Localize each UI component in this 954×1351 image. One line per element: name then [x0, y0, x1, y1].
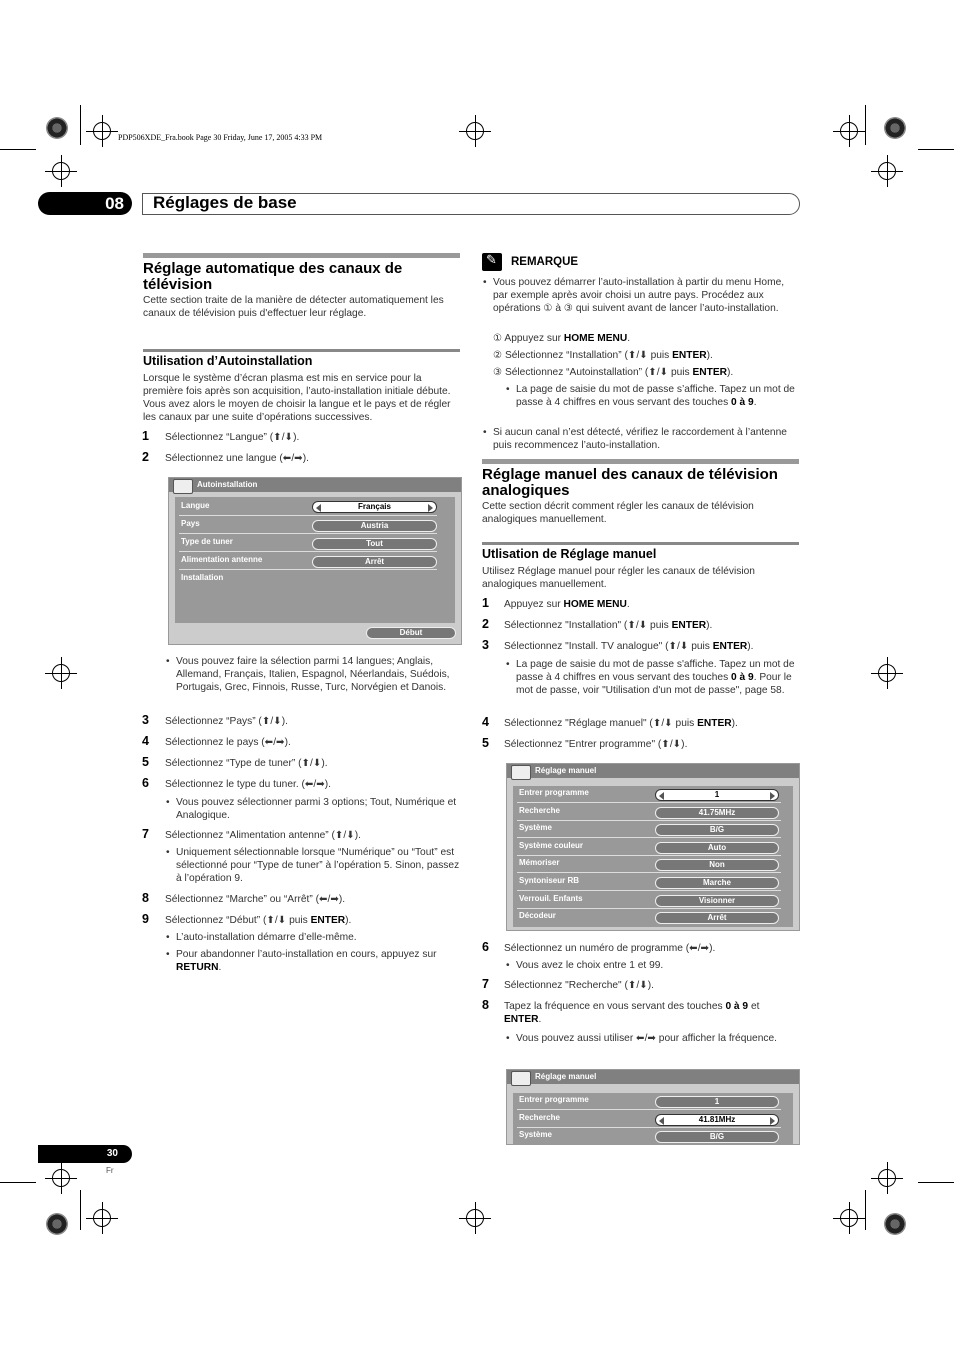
registration-target — [46, 117, 68, 139]
text-fragment: ② Sélectionnez “Installation” (⬆/⬇ puis — [493, 350, 673, 361]
registration-target — [884, 117, 906, 139]
text-fragment: Sélectionnez "Réglage manuel" (⬆/⬇ puis — [504, 718, 698, 729]
menu-row-label: Mémoriser — [519, 858, 560, 868]
crop-mark — [918, 149, 954, 150]
menu-panel — [175, 497, 455, 623]
registration-target — [884, 1213, 906, 1235]
menu-row-antenna[interactable] — [179, 553, 437, 570]
key-name: ENTER — [504, 1014, 539, 1025]
step-number: 8 — [142, 891, 149, 905]
manual-tuning-screen — [506, 763, 800, 931]
text-fragment: . — [538, 1014, 542, 1025]
section-title: Réglage automatique des canaux de télévision — [143, 260, 403, 293]
key-name: HOME MENU — [563, 599, 627, 610]
menu-row-color-system[interactable] — [517, 839, 781, 856]
step-number: 8 — [482, 998, 489, 1012]
section-rule — [143, 253, 460, 258]
step-number: 5 — [482, 736, 489, 750]
step-number: 6 — [482, 940, 489, 954]
menu-panel — [513, 786, 793, 927]
menu-row-label: Installation — [181, 573, 224, 582]
note-step — [493, 332, 630, 345]
text-fragment: Sélectionnez "Install. TV analogue" (⬆/⬇ puis — [504, 641, 713, 652]
crosshair-mark — [878, 162, 896, 180]
step-number: 2 — [142, 450, 149, 464]
bullet-range: • Vous avez le choix entre 1 et 99. — [516, 959, 798, 972]
arrow-left-icon — [316, 504, 321, 512]
key-name: ENTER — [672, 350, 707, 361]
step-text — [504, 640, 754, 653]
bullet-frequency: • Vous pouvez aussi utiliser ⬅/➡ pour afficher la fréquence. — [516, 1032, 798, 1045]
bullet-antenna: • Uniquement sélectionnable lorsque “Numérique” ou “Tout” est sélectionné pour “Type de tuner” à l’opération 5. Sinon, passez à l’opération 9. — [176, 846, 460, 885]
language-selector[interactable] — [312, 501, 437, 513]
menu-row-langue[interactable] — [179, 499, 437, 516]
menu-row-label: Décodeur — [519, 911, 556, 921]
note-bullet: • Vous pouvez démarrer l’auto-installation à partir du menu Home, par exemple après avoir choisi un autre pays. Procédez aux opérations ① à ③ qui suivent avant de lancer l’auto-installation. — [493, 276, 798, 315]
step-number: 4 — [142, 734, 149, 748]
key-name: HOME MENU — [563, 333, 628, 344]
text-fragment: . — [627, 333, 631, 344]
menu-row-value: 1 — [714, 790, 720, 799]
bullet-languages: • Vous pouvez faire la sélection parmi 14 langues; Anglais, Allemand, Français, Italien, Espagnol, Néerlandais, Suédois, Portugais, Grec, Finnois, Russe, Turc, Norvégien et Danois. — [176, 655, 460, 694]
key-name: 0 à 9 — [731, 397, 754, 408]
text-fragment: ). — [345, 915, 352, 926]
note-bullet: • Si aucun canal n’est détecté, vérifiez le raccordement à l’antenne puis recommencez l’auto-installation. — [493, 426, 798, 452]
step-number: 7 — [482, 977, 489, 991]
step-text — [504, 717, 738, 730]
note-step — [493, 366, 733, 379]
menu-row-label: Système — [519, 823, 552, 833]
step-text: Sélectionnez “Alimentation antenne” (⬆/⬇). — [165, 830, 362, 841]
menu-row-pays[interactable] — [179, 517, 437, 534]
menu-row-value: B/G — [655, 824, 779, 836]
step-number: 4 — [482, 715, 489, 729]
section-title: Réglage manuel des canaux de télévision analogiques — [482, 466, 778, 499]
key-name: ENTER — [712, 641, 748, 652]
menu-row-program[interactable] — [517, 786, 781, 803]
text-fragment: . — [218, 962, 222, 973]
chapter-number: 08 — [38, 192, 132, 215]
text-fragment: La page de saisie du mot de passe s'affiche. Tapez un mot de passe à 4 chiffres en vous servant des touches — [516, 659, 795, 683]
text-fragment: ). — [747, 641, 754, 652]
menu-row-system[interactable] — [517, 821, 781, 838]
screen-title: Réglage manuel — [535, 766, 597, 775]
menu-row-value: Tout — [312, 538, 437, 550]
menu-row-label: Langue — [181, 501, 210, 510]
menu-row-label: Pays — [181, 519, 200, 528]
text-fragment: Tapez la fréquence en vous servant des touches — [504, 1001, 726, 1012]
text-fragment: . — [753, 397, 757, 408]
arrow-left-icon — [659, 1117, 664, 1125]
text-fragment: Sélectionnez “Début” (⬆/⬇ puis — [165, 915, 311, 926]
step-number: 2 — [482, 617, 489, 631]
crosshair-mark — [52, 664, 70, 682]
crop-mark — [0, 1182, 36, 1183]
crop-mark — [80, 1190, 81, 1230]
step-text: Sélectionnez “Marche” ou “Arrêt” (⬅/➡). — [165, 894, 346, 905]
menu-row-installation[interactable] — [179, 571, 437, 588]
crosshair-mark — [93, 1209, 111, 1227]
key-name: ENTER — [310, 915, 346, 926]
text-fragment: Appuyez sur — [504, 599, 564, 610]
menu-row-program[interactable] — [517, 1093, 781, 1110]
note-icon — [482, 253, 502, 271]
screen-title: Autoinstallation — [197, 480, 258, 489]
menu-row-rb-tuner[interactable] — [517, 874, 781, 891]
menu-row-value: Arrêt — [655, 912, 779, 924]
section-intro: Cette section décrit comment régler les canaux de télévision analogiques manuellement. — [482, 501, 754, 525]
crosshair-mark — [466, 1209, 484, 1227]
section-rule — [482, 459, 799, 464]
subsection-rule — [482, 542, 799, 545]
print-slug: PDP506XDE_Fra.book Page 30 Friday, June 17, 2005 4:33 PM — [118, 133, 323, 142]
menu-row-value: Auto — [655, 842, 779, 854]
subsection-title: Utilisation d’Autoinstallation — [143, 354, 313, 368]
menu-row-value: 1 — [655, 1096, 779, 1108]
bullet-password — [516, 658, 798, 697]
key-name: 0 à 9 — [725, 1001, 749, 1012]
step-number: 7 — [142, 827, 149, 841]
menu-row-label: Système couleur — [519, 840, 584, 850]
subsection-title: Utlisation de Réglage manuel — [482, 547, 657, 561]
step-number: 6 — [142, 776, 149, 790]
crop-mark — [865, 105, 866, 145]
key-name: 0 à 9 — [731, 672, 754, 683]
text-fragment: ③ Sélectionnez “Autoinstallation” (⬆/⬇ puis — [493, 367, 693, 378]
step-text: Sélectionnez “Langue” (⬆/⬇). — [165, 432, 300, 443]
tv-menu-icon — [173, 479, 193, 494]
arrow-left-icon — [659, 792, 664, 800]
step-number: 1 — [142, 429, 149, 443]
manual-tuning-screen-2 — [506, 1069, 800, 1145]
step-text — [504, 619, 712, 632]
crosshair-mark — [52, 162, 70, 180]
note-sub-bullet — [516, 383, 798, 409]
menu-row-value: 41.81MHz — [698, 1114, 736, 1124]
menu-row-value: Austria — [312, 520, 437, 532]
arrow-right-icon — [770, 792, 775, 800]
menu-row-value: Non — [655, 859, 779, 871]
menu-row-value: 41.75MHz — [655, 807, 779, 819]
step-text: Sélectionnez une langue (⬅/➡). — [165, 453, 309, 464]
subsection-intro: Lorsque le système d’écran plasma est mis en service pour la première fois après son acquisition, l’auto-installation initiale débute. Vous avez alors le moyen de choisir la langue et le pays et de régler les canaux par une suite d’opérations successives. — [143, 373, 451, 423]
menu-row-value: Français — [358, 502, 391, 511]
arrow-right-icon — [770, 1117, 775, 1125]
menu-row-search[interactable] — [517, 1111, 781, 1128]
bullet-start: • L’auto-installation démarre d’elle-même. — [176, 931, 460, 944]
menu-row-value: Marche — [655, 877, 779, 889]
menu-row-system[interactable] — [517, 1128, 781, 1145]
key-name: ENTER — [692, 367, 728, 378]
text-fragment: La page de saisie du mot de passe s’affiche. Tapez un mot de passe à 4 chiffres en vous servant des touches — [516, 384, 795, 408]
menu-row-label: Type de tuner — [181, 537, 233, 546]
text-fragment: ). — [731, 718, 738, 729]
frequency-selector[interactable] — [655, 1114, 779, 1126]
crosshair-mark — [52, 1169, 70, 1187]
text-fragment: ). — [706, 350, 713, 361]
bullet-tuner: • Vous pouvez sélectionner parmi 3 options; Tout, Numérique et Analogique. — [176, 796, 460, 822]
menu-row-label: Système — [519, 1130, 552, 1140]
menu-row-search[interactable] — [517, 804, 781, 821]
crosshair-mark — [878, 1169, 896, 1187]
crosshair-mark — [466, 122, 484, 140]
text-fragment: ). — [727, 367, 734, 378]
menu-row-child-lock[interactable] — [517, 892, 781, 909]
note-step — [493, 349, 713, 362]
menu-row-label: Entrer programme — [519, 1095, 589, 1104]
step-text: Sélectionnez "Entrer programme" (⬆/⬇). — [504, 739, 688, 750]
menu-row-label: Recherche — [519, 1112, 560, 1122]
start-button[interactable]: Début — [366, 627, 456, 639]
menu-row-decoder[interactable] — [517, 909, 781, 926]
crop-mark — [0, 149, 36, 150]
subsection-intro: Utilisez Réglage manuel pour régler les canaux de télévision analogiques manuellement. — [482, 566, 755, 590]
key-name: ENTER — [671, 620, 707, 631]
note-title: REMARQUE — [511, 256, 579, 268]
text-fragment: . Pour le mot de passe, voir "Utilisation d'un mot de passe", page 58. — [516, 672, 792, 696]
text-fragment: et — [748, 1001, 760, 1012]
menu-row-label: Recherche — [519, 805, 560, 815]
step-text — [504, 598, 630, 611]
step-text: Sélectionnez le pays (⬅/➡). — [165, 737, 291, 748]
step-number: 5 — [142, 755, 149, 769]
step-text: Sélectionnez "Recherche" (⬆/⬇). — [504, 980, 655, 991]
tv-menu-icon — [511, 1071, 531, 1086]
step-text: Sélectionnez “Pays” (⬆/⬇). — [165, 716, 288, 727]
text-fragment: Sélectionnez "Installation" (⬆/⬇ puis — [504, 620, 672, 631]
bullet-abort — [176, 948, 460, 974]
crop-mark — [865, 1190, 866, 1230]
step-text — [165, 914, 351, 927]
crosshair-mark — [840, 1209, 858, 1227]
key-name: ENTER — [697, 718, 732, 729]
chapter-title: Réglages de base — [153, 193, 297, 212]
menu-panel — [513, 1093, 793, 1145]
autoinstallation-screen — [168, 477, 462, 645]
page-number: 30 — [38, 1145, 132, 1163]
menu-row-label: Syntoniseur RB — [519, 876, 580, 885]
program-selector[interactable] — [655, 789, 779, 801]
language-code: Fr — [106, 1166, 114, 1175]
step-text — [504, 1000, 798, 1026]
step-number: 9 — [142, 912, 149, 926]
step-text: Sélectionnez “Type de tuner” (⬆/⬇). — [165, 758, 328, 769]
subsection-rule — [143, 349, 460, 352]
text-fragment: . — [626, 599, 630, 610]
step-text: Sélectionnez un numéro de programme (⬅/➡). — [504, 943, 716, 954]
crosshair-mark — [878, 664, 896, 682]
text-fragment: ). — [706, 620, 713, 631]
menu-row-tuner[interactable] — [179, 535, 437, 552]
menu-row-label: Verrouil. Enfants — [519, 893, 583, 903]
menu-row-label: Alimentation antenne — [181, 555, 263, 564]
step-text: Sélectionnez le type du tuner. (⬅/➡). — [165, 779, 332, 790]
registration-target — [46, 1213, 68, 1235]
crop-mark — [80, 105, 81, 145]
text-fragment: ① Appuyez sur — [493, 333, 564, 344]
text-fragment: Pour abandonner l’auto-installation en cours, appuyez sur — [176, 949, 437, 960]
tv-menu-icon — [511, 765, 531, 780]
crop-mark — [918, 1182, 954, 1183]
menu-row-memorize[interactable] — [517, 856, 781, 873]
arrow-right-icon — [428, 504, 433, 512]
step-number: 3 — [482, 638, 489, 652]
key-name: RETURN — [176, 962, 219, 973]
crosshair-mark — [840, 122, 858, 140]
screen-title: Réglage manuel — [535, 1072, 597, 1081]
menu-row-label: Entrer programme — [519, 788, 589, 797]
menu-row-value: Arrêt — [312, 556, 437, 568]
step-number: 1 — [482, 596, 489, 610]
crosshair-mark — [93, 122, 111, 140]
menu-row-value: Visionner — [655, 895, 779, 907]
section-intro: Cette section traite de la manière de détecter automatiquement les canaux de télévision puis d'effectuer leur réglage. — [143, 295, 444, 319]
menu-row-value: B/G — [655, 1131, 779, 1143]
step-number: 3 — [142, 713, 149, 727]
